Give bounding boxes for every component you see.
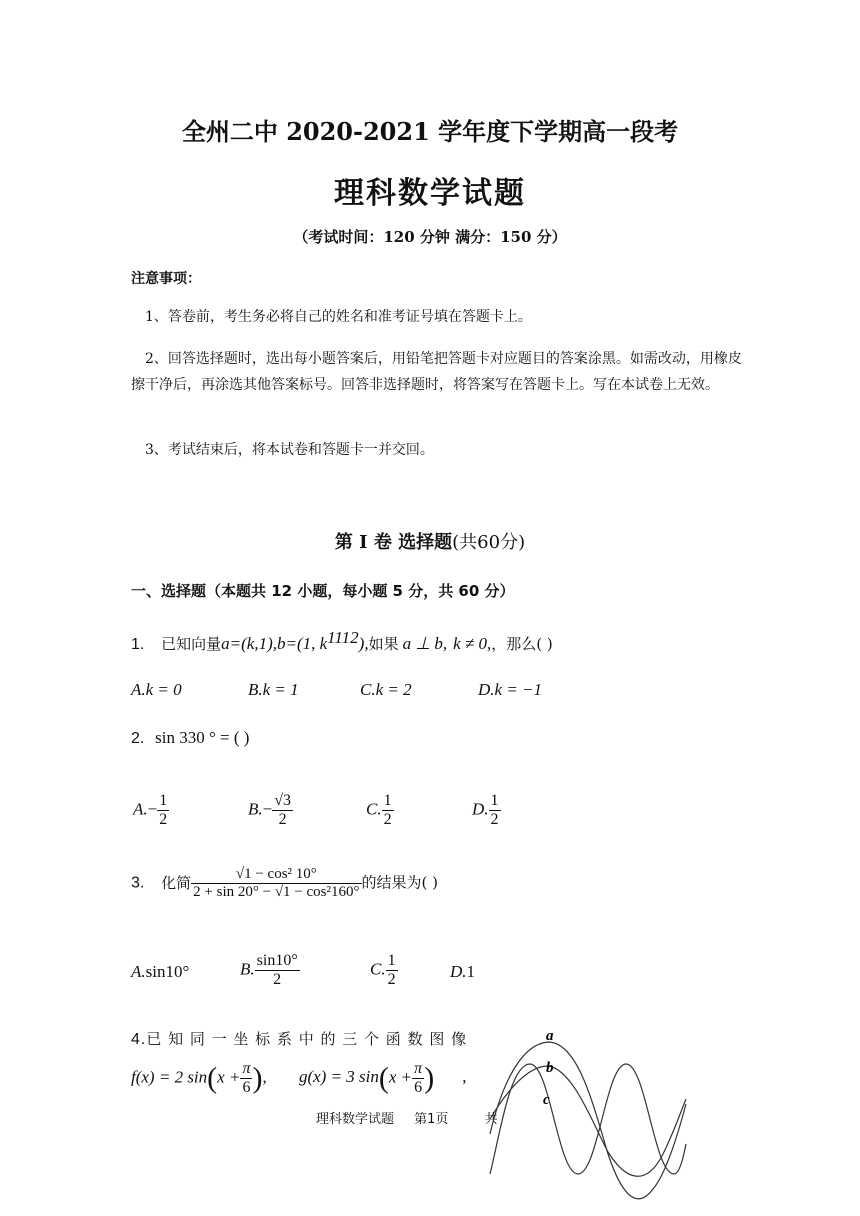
option-denominator: 2 <box>490 811 499 828</box>
exam-title: 理科数学试题 <box>334 176 526 211</box>
footer-page: 第1页 <box>414 1112 449 1127</box>
option-b <box>248 792 293 829</box>
question-1 <box>131 628 553 654</box>
option-label: A. <box>131 962 146 981</box>
section-title-paren: (共60分) <box>452 532 526 553</box>
vector-b-exponent: 1112 <box>327 628 359 647</box>
question-text: 如果 <box>368 635 399 653</box>
label-b: b <box>546 1060 554 1076</box>
option-label: D. <box>472 799 489 819</box>
option-a <box>131 962 189 982</box>
question-text: 化简 <box>161 873 192 892</box>
label-c: c <box>543 1092 550 1108</box>
option-a <box>133 792 169 829</box>
page-footer <box>316 1108 498 1127</box>
footer-total: 共 <box>484 1112 498 1127</box>
note-item: 2、回答选择题时，选出每小题答案后，用铅笔把答题卡对应题目的答案涂黑。如需改动，用橡皮擦干净后，再涂选其他答案标号。回答非选择题时，将答案写在答题卡上。写在本试卷上无效。 <box>131 351 742 393</box>
option-denominator: 2 <box>278 811 287 828</box>
curve-a <box>490 1042 686 1199</box>
question-text: ，那么( ) <box>491 635 553 653</box>
option-value: 1 <box>466 962 476 981</box>
vector-b: b <box>276 634 286 653</box>
perp-condition: a ⊥ b, <box>402 634 448 653</box>
option-b <box>240 952 300 989</box>
vector-b-close: ), <box>358 634 369 653</box>
option-label: D. <box>450 962 467 981</box>
comma: , <box>262 1067 267 1087</box>
k-condition: k ≠ 0, <box>453 634 492 653</box>
option-denominator: 2 <box>273 971 282 988</box>
option-numerator: 1 <box>387 952 396 969</box>
expression-denominator: 2 + sin 20° − √1 − cos²160° <box>193 884 360 900</box>
option-denominator: 2 <box>159 811 168 828</box>
option-value: sin10° <box>145 962 190 981</box>
question-number: 4. <box>131 1031 147 1048</box>
option-numerator: √3 <box>274 792 292 809</box>
option-c: C.k = 2 <box>360 680 412 699</box>
part-title: 一、选择题（本题共 12 小题，每小题 5 分，共 60 分） <box>131 582 515 600</box>
vector-a: a <box>221 634 230 653</box>
question-number: 3. <box>131 874 145 892</box>
question-text: 的结果为( ) <box>361 873 438 892</box>
function-graph <box>488 1024 688 1214</box>
question-number: 2. <box>131 730 145 747</box>
footer-subject: 理科数学试题 <box>316 1112 395 1127</box>
note-item: 3、考试结束后，将本试卷和答题卡一并交回。 <box>145 442 434 458</box>
option-a: A.k = 0 <box>131 680 182 699</box>
curve-b <box>490 1066 686 1176</box>
option-label: C. <box>366 799 382 819</box>
note-item: 1、答卷前，考生务必将自己的姓名和准考证号填在答题卡上。 <box>145 309 532 325</box>
question-3 <box>131 866 438 901</box>
question-text: 已知向量 <box>161 635 222 653</box>
option-numerator: 1 <box>383 792 392 809</box>
question-number: 1. <box>131 636 145 653</box>
paren-x: x + <box>388 1067 413 1087</box>
six-denominator: 6 <box>414 1079 423 1096</box>
option-c <box>370 952 398 989</box>
comma: , <box>462 1067 467 1087</box>
vector-a-value: =(k,1), <box>229 634 277 653</box>
six-denominator: 6 <box>242 1079 251 1096</box>
option-numerator: 1 <box>159 792 168 809</box>
option-label: C. <box>370 959 386 979</box>
option-denominator: 2 <box>387 971 396 988</box>
notes-heading: 注意事项： <box>131 271 201 287</box>
pi-numerator: π <box>242 1060 251 1077</box>
section-title-text: 第 I 卷 选择题 <box>334 532 453 553</box>
option-numerator: sin10° <box>256 952 298 969</box>
pi-numerator: π <box>414 1060 423 1077</box>
expression-numerator: √1 − cos² 10° <box>191 866 361 884</box>
option-d: D.k = −1 <box>478 680 543 699</box>
option-d <box>450 962 475 982</box>
label-a: a <box>546 1028 554 1044</box>
option-d <box>472 792 501 829</box>
option-denominator: 2 <box>383 811 392 828</box>
option-numerator: 1 <box>490 792 499 809</box>
option-label: A. <box>133 799 148 819</box>
option-sign: − <box>147 799 158 819</box>
option-sign: − <box>262 799 273 819</box>
option-b: B.k = 1 <box>248 680 299 699</box>
school-title: 全州二中 2020-2021 学年度下学期高一段考 <box>181 117 679 146</box>
f-definition: f(x) = 2 sin <box>131 1067 208 1087</box>
exam-info: （考试时间：120 分钟 满分：150 分） <box>293 228 567 246</box>
option-c <box>366 792 394 829</box>
question-text: 已 知 同 一 坐 标 系 中 的 三 个 函 数 图 像 <box>146 1030 468 1048</box>
function-definitions: f(x) = 2 sin(x + $\frac{\pi}{6}$ ), g(x) = 3 sin(x + $\frac{\pi}{6}$ ) , <box>131 1060 467 1096</box>
question-2 <box>131 728 249 748</box>
question-4 <box>131 1028 467 1049</box>
option-label: B. <box>248 799 263 819</box>
question-expression: sin 330 ° = ( ) <box>155 728 250 747</box>
g-definition: g(x) = 3 sin <box>298 1067 379 1087</box>
option-label: B. <box>240 959 255 979</box>
section-title <box>0 528 860 554</box>
paren-x: x + <box>217 1067 241 1087</box>
vector-b-value: =(1, k <box>285 634 328 653</box>
